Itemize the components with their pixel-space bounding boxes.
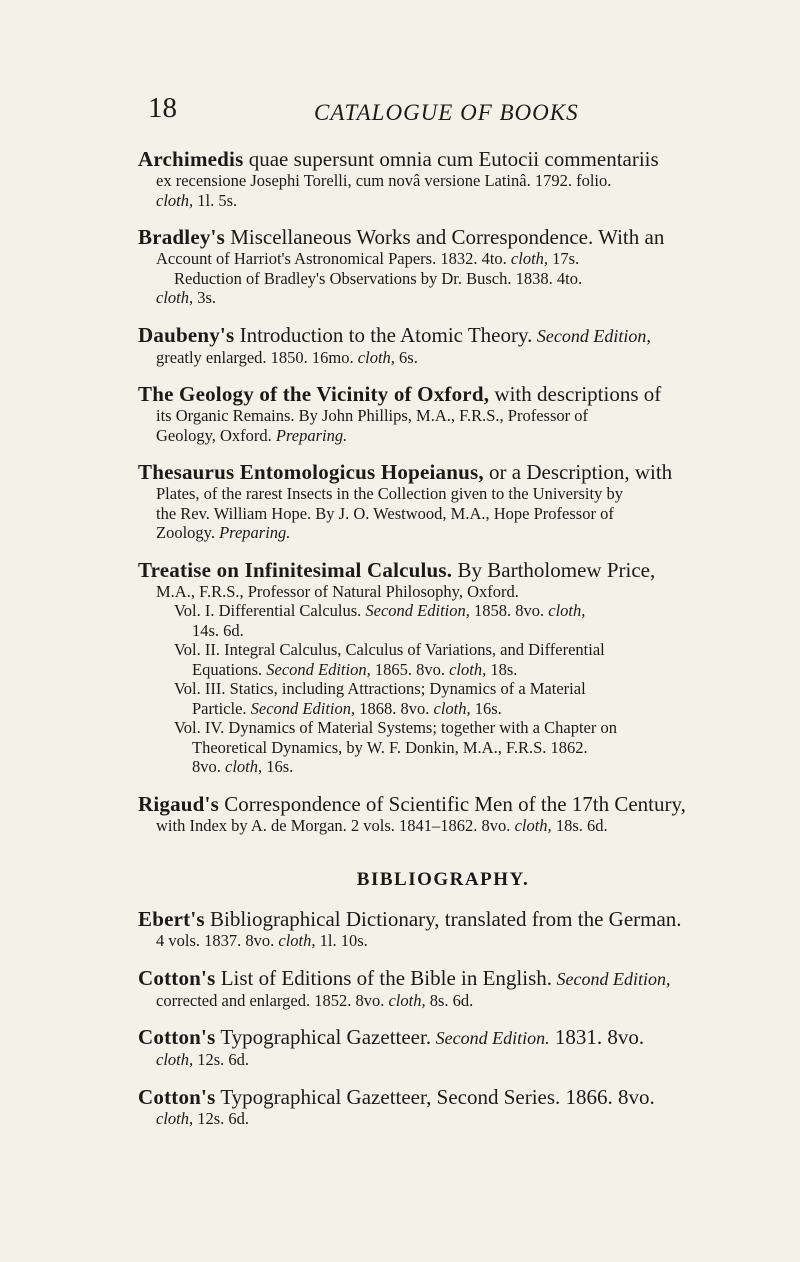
catalogue-content [138, 147, 748, 1143]
catalogue-entry-archimedis: Archimedis quae supersunt omnia cum Eutocii commentariis ex recensione Josephi Torelli, cum novâ versione Latinâ. 1792. folio. cloth, 1l. 5s. [138, 147, 659, 210]
entry-title: Cotton's [138, 1084, 216, 1109]
page-header [148, 92, 748, 132]
volume-item: Vol. IV. Dynamics of Material Systems; together with a Chapter on Theoretical Dynamics, by W. F. Donkin, M.A., F.R.S. 1862. 8vo. cloth, 16s. [174, 718, 617, 776]
entry-title: Ebert's [138, 907, 205, 931]
catalogue-entry-cotton-list: Cotton's List of Editions of the Bible in English. Second Edition, corrected and enlarged. 1852. 8vo. cloth, 8s. 6d. [138, 965, 671, 1010]
catalogue-entry-cotton-gazetteer: Cotton's Typographical Gazetteer. Second Edition. 1831. 8vo. cloth, 12s. 6d. [138, 1025, 645, 1069]
catalogue-entry-daubeny: Daubeny's Introduction to the Atomic Theory. Second Edition, greatly enlarged. 1850. 16mo. cloth, 6s. [138, 322, 651, 367]
entry-title: Daubeny's [138, 322, 235, 347]
catalogue-entry-ebert: Ebert's Bibliographical Dictionary, translated from the German. 4 vols. 1837. 8vo. cloth, 1l. 10s. [138, 907, 682, 950]
volume-item: Vol. I. Differential Calculus. Second Edition, 1858. 8vo. cloth, 14s. 6d. [174, 601, 586, 640]
volume-item: Vol. II. Integral Calculus, Calculus of Variations, and Differential Equations. Second Edition, 1865. 8vo. cloth, 18s. [174, 640, 605, 679]
entry-title: Cotton's [138, 1025, 216, 1049]
volume-item: Vol. III. Statics, including Attractions; Dynamics of a Material Particle. Second Edition, 1868. 8vo. cloth, 16s. [174, 679, 586, 718]
catalogue-entry-geology: The Geology of the Vicinity of Oxford, with descriptions of its Organic Remains. By John Phillips, M.A., F.R.S., Professor of Geology, Oxford. Preparing. [138, 382, 662, 445]
entry-title: Archimedis [138, 147, 244, 171]
entry-title: Cotton's [138, 965, 216, 990]
catalogue-entry-rigaud: Rigaud's Correspondence of Scientific Men of the 17th Century, with Index by A. de Morgan. 2 vols. 1841–1862. 8vo. cloth, 18s. 6d. [138, 791, 686, 835]
catalogue-entry-thesaurus: Thesaurus Entomologicus Hopeianus, or a Description, with Plates, of the rarest Insects in the Collection given to the University by the Rev. William Hope. By J. O. Westwood, M.A., Hope Professor of Zoology. Preparing. [138, 460, 673, 542]
entry-title: The Geology of the Vicinity of Oxford, [138, 382, 490, 406]
catalogue-entry-bradley: Bradley's Miscellaneous Works and Correspondence. With an Account of Harriot's Astronomical Papers. 1832. 4to. cloth, 17s. Reduction of Bradley's Observations by Dr. Busch. 1838. 4to. cloth, 3s. [138, 225, 665, 307]
section-heading-bibliography: BIBLIOGRAPHY. [356, 869, 530, 890]
entry-title: Thesaurus Entomologicus Hopeianus, [138, 460, 484, 484]
catalogue-entry-treatise: Treatise on Infinitesimal Calculus. By Bartholomew Price, M.A., F.R.S., Professor of Natural Philosophy, Oxford. Vol. I. Differential Calculus. Second Edition, 1858. 8vo. cloth, 14s. 6d. Vol. II. Integral Calculus, Calculus of Variations, and Differential Equations. Second Edition, 1865. 8vo. cloth, 18s. Vol. III. Statics, including Attractions; Dynamics of a Material Particle. Second Edition, 1868. 8vo. cloth, 16s. Vol. IV. Dynamics of Material Systems; together with a Chapter on Theoretical Dynamics, by W. F. Donkin, M.A., F.R.S. 1862. 8vo. cloth, 16s. [138, 558, 748, 777]
entry-title: Bradley's [138, 225, 225, 249]
page-number: 18 [148, 92, 177, 124]
entry-title: Treatise on Infinitesimal Calculus. [138, 557, 453, 582]
running-title: CATALOGUE OF BOOKS [314, 100, 579, 125]
catalogue-entry-cotton-gazetteer-second-series: Cotton's Typographical Gazetteer, Second Series. 1866. 8vo. cloth, 12s. 6d. [138, 1084, 655, 1128]
entry-title: Rigaud's [138, 791, 219, 816]
